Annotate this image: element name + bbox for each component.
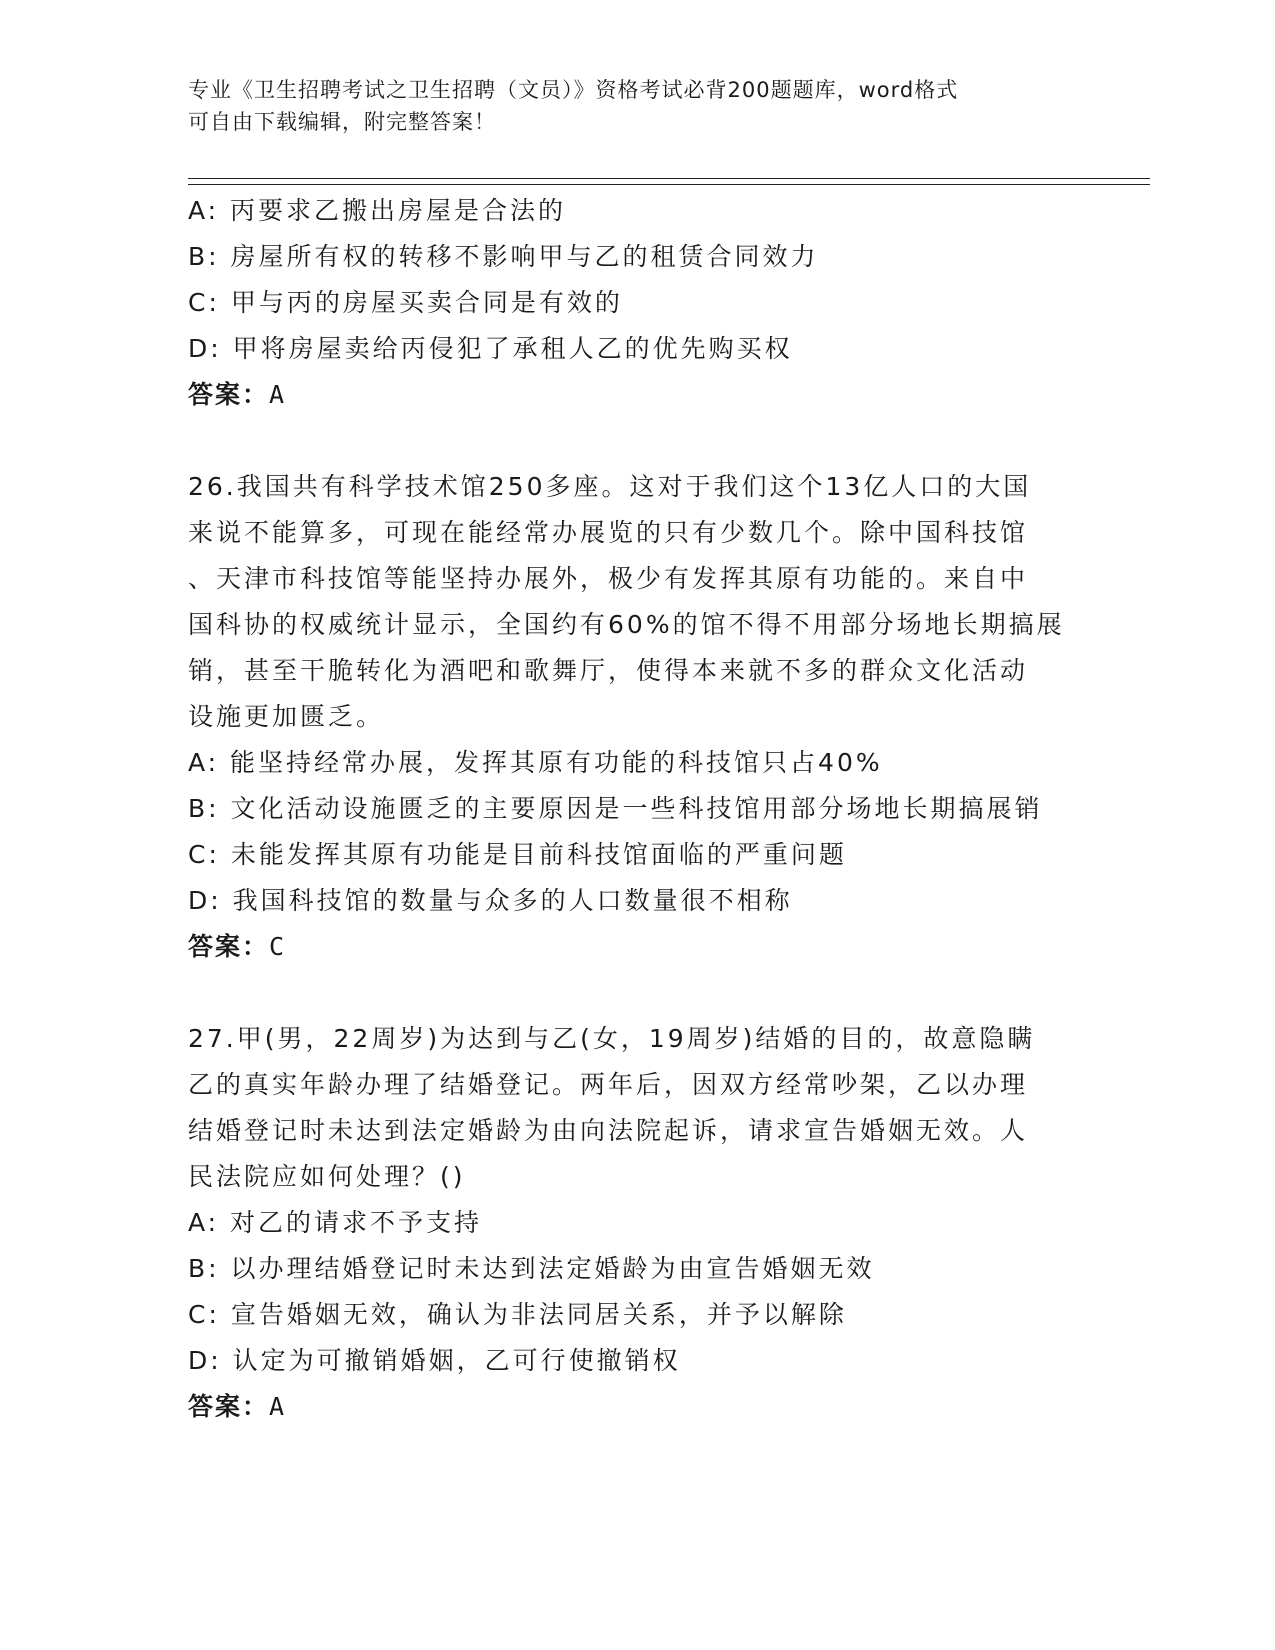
stem-line: 销，甚至干脆转化为酒吧和歌舞厅，使得本来就不多的群众文化活动 bbox=[188, 656, 1029, 685]
question-stem bbox=[188, 1016, 1093, 1200]
answer-value: C bbox=[269, 932, 287, 961]
option-a: A: 对乙的请求不予支持 bbox=[188, 1208, 483, 1237]
answer-label: 答案： bbox=[188, 380, 270, 409]
option-a: A: 能坚持经常办展，发挥其原有功能的科技馆只占40% bbox=[188, 748, 883, 777]
answer-label: 答案： bbox=[188, 1392, 270, 1421]
option-c: C: 未能发挥其原有功能是目前科技馆面临的严重问题 bbox=[188, 840, 847, 869]
option-b: B: 文化活动设施匮乏的主要原因是一些科技馆用部分场地长期搞展销 bbox=[188, 794, 1043, 823]
answer-value: A bbox=[269, 380, 287, 409]
stem-line: 27.甲(男，22周岁)为达到与乙(女，19周岁)结婚的目的，故意隐瞒 bbox=[188, 1024, 1036, 1053]
question-stem bbox=[188, 464, 1093, 740]
question-block-27 bbox=[188, 1016, 1093, 1430]
option-b: B: 房屋所有权的转移不影响甲与乙的租赁合同效力 bbox=[188, 242, 819, 271]
question-block-26 bbox=[188, 464, 1093, 970]
answer-value: A bbox=[269, 1392, 287, 1421]
stem-line: 结婚登记时未达到法定婚龄为由向法院起诉，请求宣告婚姻无效。人 bbox=[188, 1116, 1029, 1145]
answer-label: 答案： bbox=[188, 932, 270, 961]
option-d: D: 认定为可撤销婚姻，乙可行使撤销权 bbox=[188, 1346, 681, 1375]
stem-line: 26.我国共有科学技术馆250多座。这对于我们这个13亿人口的大国 bbox=[188, 472, 1032, 501]
header-divider-top bbox=[188, 178, 1150, 179]
header-line-2: 可自由下载编辑，附完整答案！ bbox=[188, 110, 496, 134]
stem-line: 、天津市科技馆等能坚持办展外，极少有发挥其原有功能的。来自中 bbox=[188, 564, 1029, 593]
header-line-1: 专业《卫生招聘考试之卫生招聘（文员）》资格考试必背200题题库，word格式 bbox=[188, 78, 959, 102]
stem-line: 来说不能算多，可现在能经常办展览的只有少数几个。除中国科技馆 bbox=[188, 518, 1029, 547]
option-d: D: 甲将房屋卖给丙侵犯了承租人乙的优先购买权 bbox=[188, 334, 793, 363]
stem-line: 设施更加匮乏。 bbox=[188, 702, 385, 731]
answer-line bbox=[188, 924, 1093, 970]
option-c: C: 宣告婚姻无效，确认为非法同居关系，并予以解除 bbox=[188, 1300, 847, 1329]
header-divider-bottom bbox=[188, 184, 1150, 185]
answer-line bbox=[188, 1384, 1093, 1430]
option-a: A: 丙要求乙搬出房屋是合法的 bbox=[188, 196, 567, 225]
stem-line: 国科协的权威统计显示，全国约有60%的馆不得不用部分场地长期搞展 bbox=[188, 610, 1065, 639]
option-c: C: 甲与丙的房屋买卖合同是有效的 bbox=[188, 288, 623, 317]
option-d: D: 我国科技馆的数量与众多的人口数量很不相称 bbox=[188, 886, 793, 915]
answer-line bbox=[188, 372, 1093, 418]
document-header bbox=[188, 74, 1088, 138]
stem-line: 乙的真实年龄办理了结婚登记。两年后，因双方经常吵架，乙以办理 bbox=[188, 1070, 1029, 1099]
question-block-25 bbox=[188, 188, 1093, 418]
option-b: B: 以办理结婚登记时未达到法定婚龄为由宣告婚姻无效 bbox=[188, 1254, 875, 1283]
stem-line: 民法院应如何处理？() bbox=[188, 1162, 466, 1191]
